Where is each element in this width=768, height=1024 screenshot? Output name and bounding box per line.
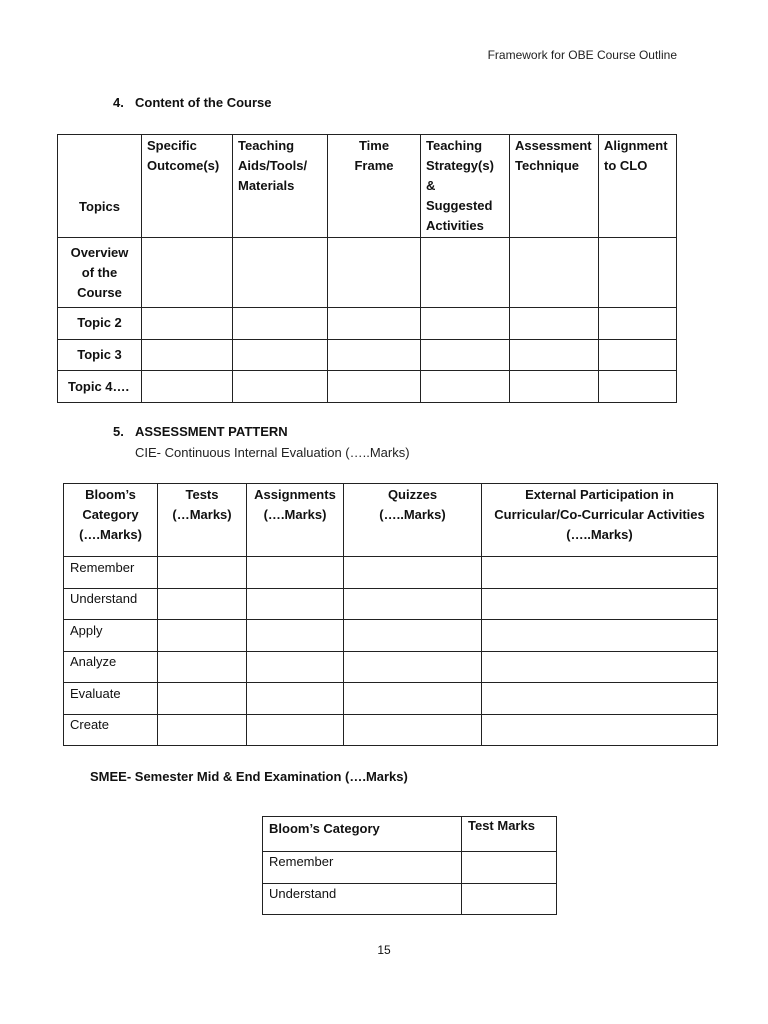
empty-cell — [421, 308, 510, 340]
row-label-topic-3: Topic 3 — [58, 339, 142, 371]
empty-cell — [599, 308, 677, 340]
empty-cell — [510, 339, 599, 371]
category-remember: Remember — [64, 557, 158, 589]
empty-cell — [328, 308, 421, 340]
category-analyze: Analyze — [64, 651, 158, 683]
empty-cell — [328, 371, 421, 403]
empty-cell — [599, 339, 677, 371]
empty-cell — [158, 683, 247, 715]
empty-cell — [142, 308, 233, 340]
course-content-table — [57, 134, 677, 403]
table-row — [64, 714, 718, 746]
table-row — [58, 238, 677, 308]
section-5-number: 5. — [113, 424, 124, 439]
empty-cell — [158, 714, 247, 746]
empty-cell — [462, 883, 557, 915]
page-number: 15 — [377, 943, 391, 957]
document-header: Framework for OBE Course Outline — [487, 48, 677, 62]
row-label-topic-4: Topic 4…. — [58, 371, 142, 403]
col-time-frame: Time Frame — [328, 135, 421, 238]
col-topics: Topics — [58, 135, 142, 238]
empty-cell — [247, 557, 344, 589]
col-quizzes: Quizzes (…..Marks) — [344, 484, 482, 557]
col-blooms-category: Bloom’s Category (….Marks) — [64, 484, 158, 557]
col-tests: Tests (…Marks) — [158, 484, 247, 557]
section-5-heading — [113, 424, 288, 439]
empty-cell — [158, 557, 247, 589]
table-row — [64, 620, 718, 652]
cie-header-row — [64, 484, 718, 557]
empty-cell — [482, 714, 718, 746]
empty-cell — [421, 238, 510, 308]
empty-cell — [482, 620, 718, 652]
category-evaluate: Evaluate — [64, 683, 158, 715]
smee-category-understand: Understand — [263, 883, 462, 915]
empty-cell — [510, 371, 599, 403]
table-row — [263, 852, 557, 884]
empty-cell — [510, 308, 599, 340]
table-row — [64, 588, 718, 620]
cie-assessment-table — [63, 483, 718, 746]
col-specific-outcomes: Specific Outcome(s) — [142, 135, 233, 238]
empty-cell — [233, 238, 328, 308]
col-assignments: Assignments (….Marks) — [247, 484, 344, 557]
cie-subheading: CIE- Continuous Internal Evaluation (…..Marks) — [135, 445, 410, 460]
empty-cell — [599, 238, 677, 308]
table-row — [58, 371, 677, 403]
empty-cell — [421, 339, 510, 371]
empty-cell — [247, 620, 344, 652]
table-row — [58, 339, 677, 371]
empty-cell — [142, 238, 233, 308]
empty-cell — [462, 852, 557, 884]
empty-cell — [510, 238, 599, 308]
empty-cell — [233, 339, 328, 371]
empty-cell — [328, 238, 421, 308]
empty-cell — [344, 620, 482, 652]
section-4-heading — [113, 95, 272, 110]
empty-cell — [142, 371, 233, 403]
empty-cell — [599, 371, 677, 403]
category-apply: Apply — [64, 620, 158, 652]
smee-heading: SMEE- Semester Mid & End Examination (….Marks) — [90, 769, 408, 784]
row-label-topic-2: Topic 2 — [58, 308, 142, 340]
empty-cell — [482, 588, 718, 620]
category-create: Create — [64, 714, 158, 746]
empty-cell — [158, 651, 247, 683]
smee-category-remember: Remember — [263, 852, 462, 884]
empty-cell — [482, 557, 718, 589]
empty-cell — [344, 714, 482, 746]
empty-cell — [233, 371, 328, 403]
col-external-participation: External Participation in Curricular/Co-Curricular Activities (…..Marks) — [482, 484, 718, 557]
empty-cell — [482, 651, 718, 683]
empty-cell — [482, 683, 718, 715]
empty-cell — [247, 588, 344, 620]
table-row — [64, 651, 718, 683]
col-alignment-clo: Alignment to CLO — [599, 135, 677, 238]
smee-table — [262, 816, 557, 915]
section-4-title: Content of the Course — [135, 95, 272, 110]
row-label-overview: Overview of the Course — [58, 238, 142, 308]
empty-cell — [247, 683, 344, 715]
table-row — [64, 557, 718, 589]
empty-cell — [142, 339, 233, 371]
table-row — [58, 308, 677, 340]
col-smee-test-marks: Test Marks — [462, 817, 557, 852]
empty-cell — [328, 339, 421, 371]
empty-cell — [158, 588, 247, 620]
category-understand: Understand — [64, 588, 158, 620]
col-smee-blooms-category: Bloom’s Category — [263, 817, 462, 852]
empty-cell — [421, 371, 510, 403]
table-row — [64, 683, 718, 715]
empty-cell — [247, 651, 344, 683]
content-header-row — [58, 135, 677, 238]
empty-cell — [344, 683, 482, 715]
table-row — [263, 883, 557, 915]
empty-cell — [158, 620, 247, 652]
empty-cell — [247, 714, 344, 746]
section-5-title: ASSESSMENT PATTERN — [135, 424, 288, 439]
col-teaching-aids: Teaching Aids/Tools/ Materials — [233, 135, 328, 238]
empty-cell — [344, 651, 482, 683]
smee-header-row — [263, 817, 557, 852]
col-teaching-strategy: Teaching Strategy(s) & Suggested Activities — [421, 135, 510, 238]
empty-cell — [233, 308, 328, 340]
empty-cell — [344, 588, 482, 620]
empty-cell — [344, 557, 482, 589]
col-assessment-technique: Assessment Technique — [510, 135, 599, 238]
section-4-number: 4. — [113, 95, 124, 110]
